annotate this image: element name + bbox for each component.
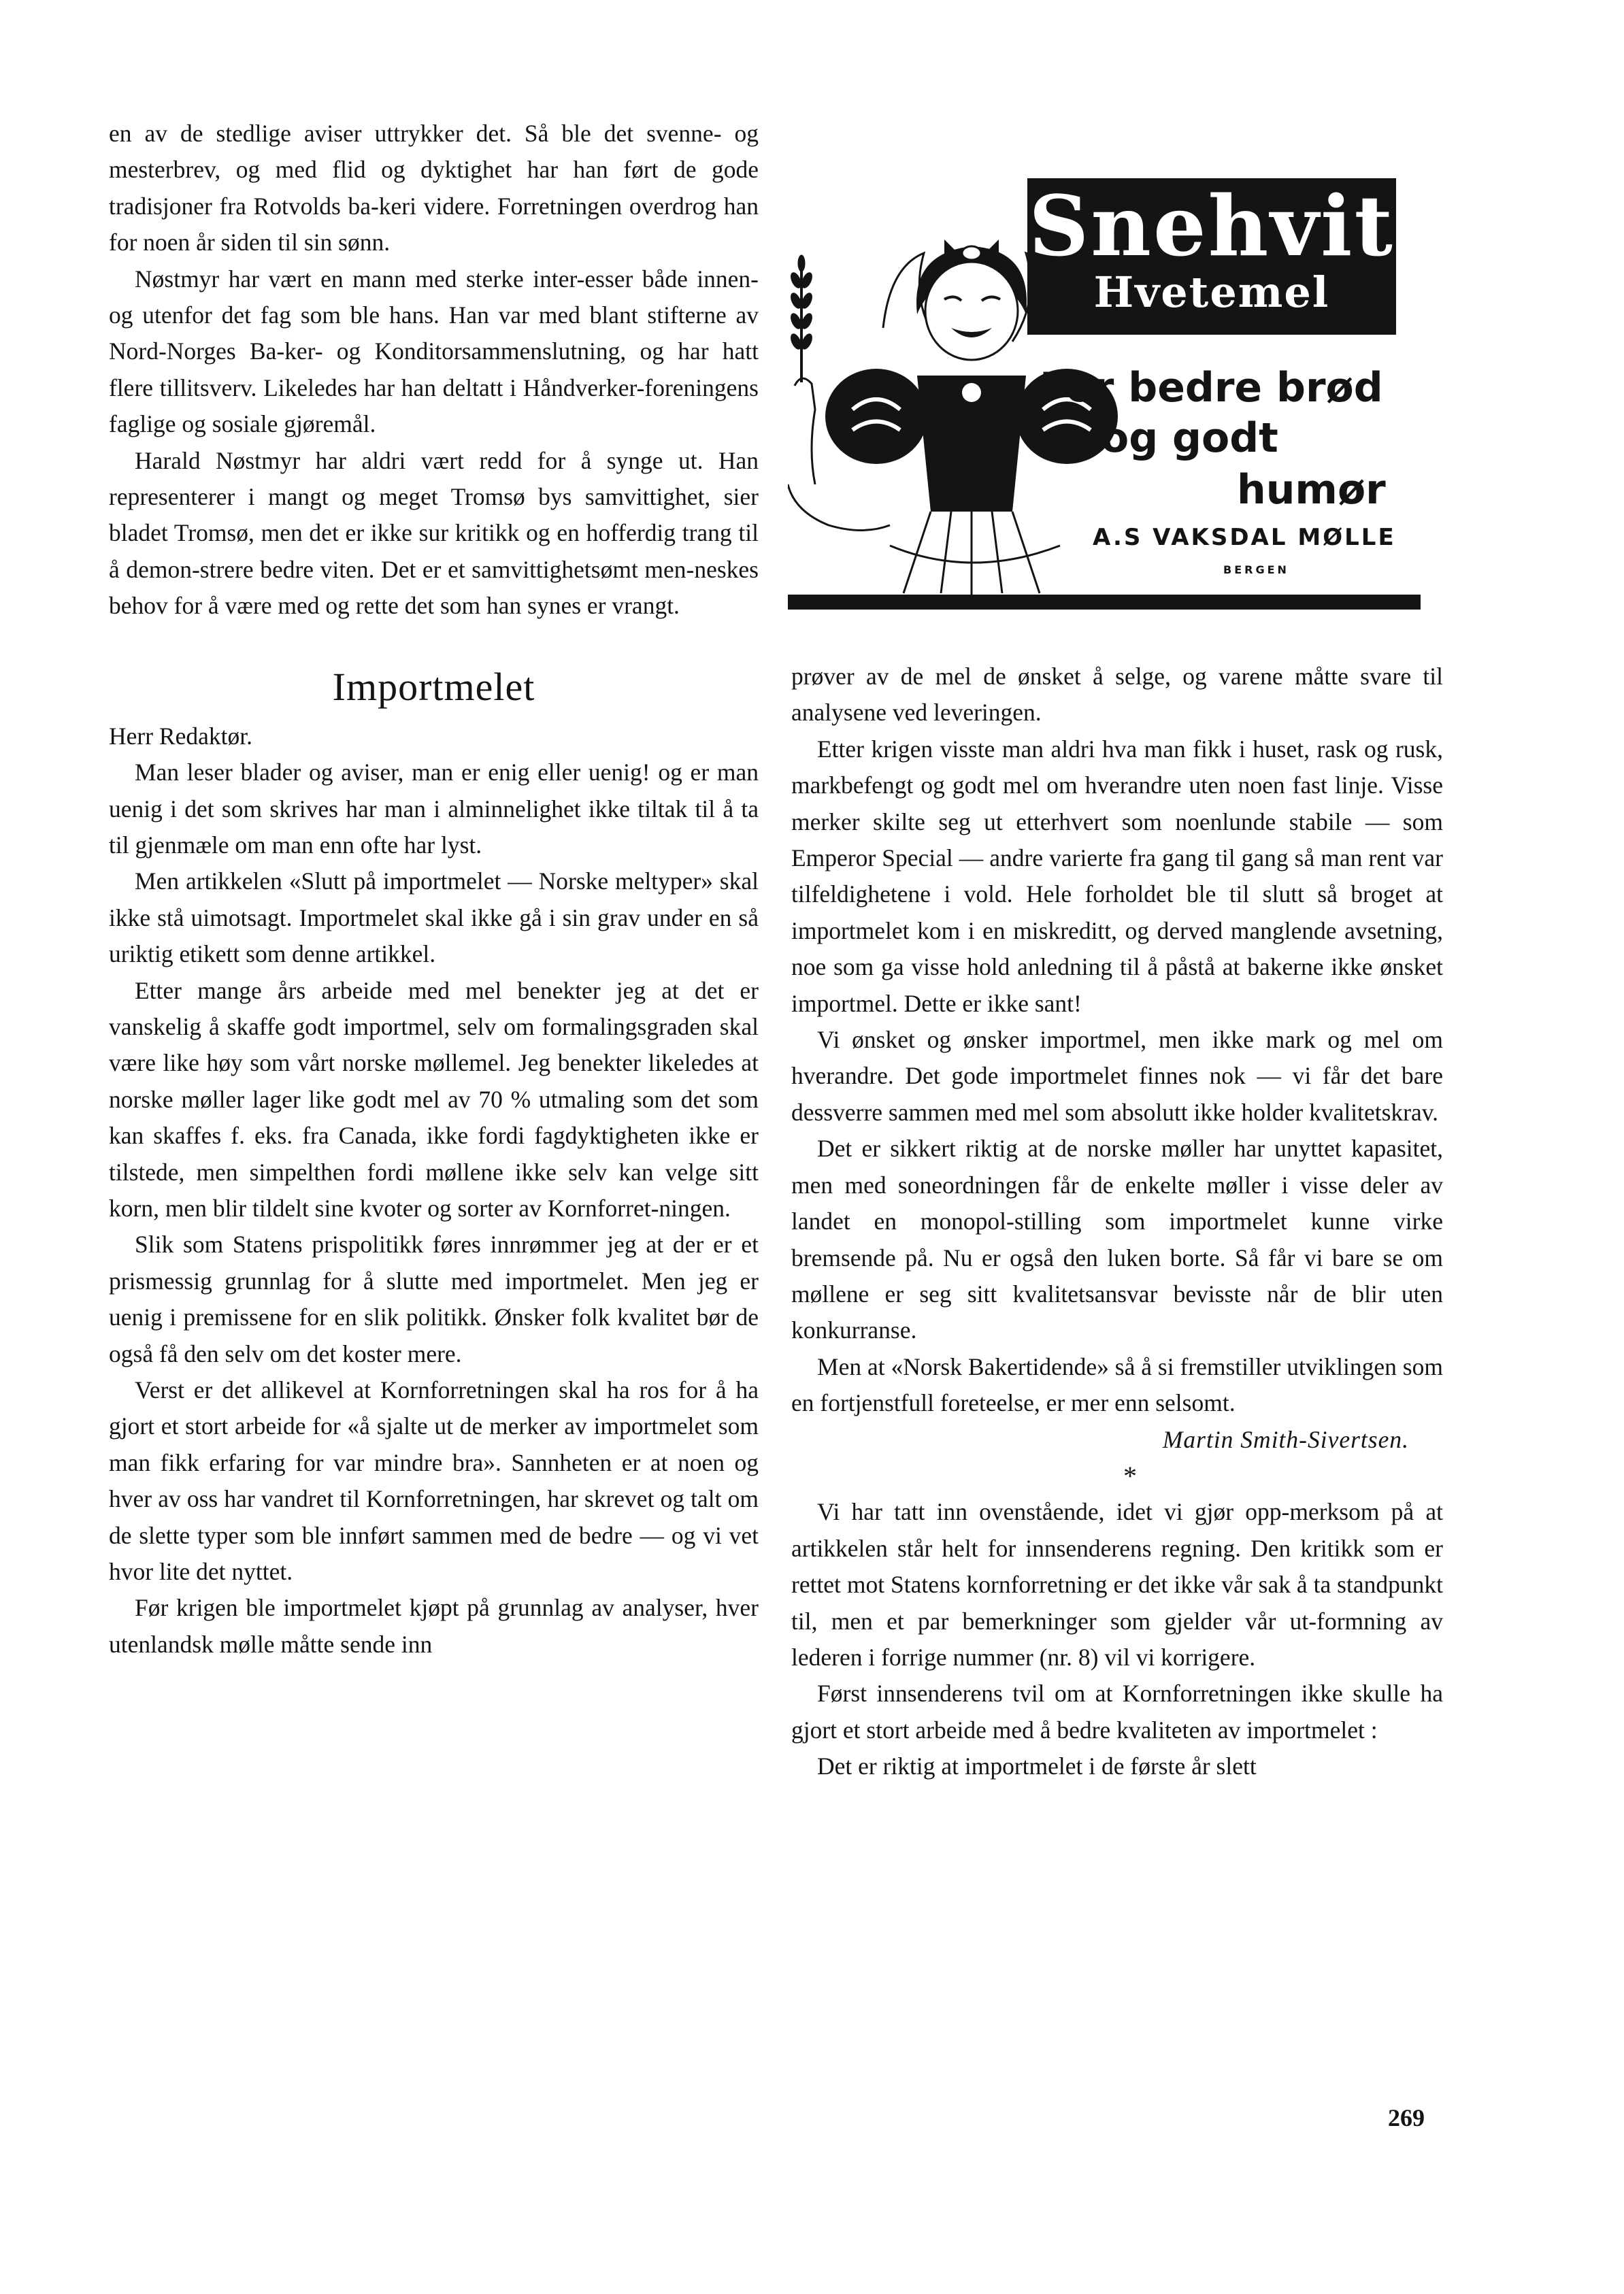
signature-line [791, 1422, 1443, 1458]
paragraph: Slik som Statens prispolitikk føres innrømmer jeg at der er et prismessig grunnlag for å slutte med importmelet. Men jeg er uenig i premissene for en slik politikk. Ønsker folk kvalitet bør de også få den selv om det koster mere. [109, 1231, 759, 1367]
paragraph: Man leser blader og aviser, man er enig eller uenig! og er man uenig i det som skrives har man i alminnelighet ikke tiltak til å ta til gjenmæle om man enn ofte har lyst. [109, 759, 759, 859]
paragraph: Etter krigen visste man aldri hva man fikk i huset, rask og rusk, markbefengt og godt mel om hverandre uten noen fast linje. Visse merker skilte seg ut etterhvert som noenlunde stabile — som Emperor Special — andre varierte fra gang til gang så man rent var tilfeldighetene i vold. Hele forholdet ble til slutt så broget at importmelet kom i en miskreditt, og derved manglende avsetning, noe som ga visse hold anledning til å påstå at bakerne ikke ønsket importmel. Dette er ikke sant! [791, 735, 1443, 1017]
paragraph: Men at «Norsk Bakertidende» så å si fremstiller utviklingen som en fortjenstfull foreteelse, er mer enn selsomt. [791, 1352, 1443, 1417]
ad-rule [788, 595, 1421, 610]
right-column [791, 659, 1443, 1785]
separator: * [1123, 1460, 1137, 1491]
paragraph: Men artikkelen «Slutt på importmelet — Norske meltyper» skal ikke stå uimotsagt. Importmelet skal ikke gå i sin grav under en så uriktig etikett som denne artikkel. [109, 867, 759, 968]
page-number: 269 [1388, 2104, 1425, 2131]
paragraph: Vi ønsket og ønsker importmel, men ikke mark og mel om hverandre. Det gode importmelet finnes nok — vi får det bare dessverre sammen med mel som absolutt ikke holder kvalitetskrav. [791, 1026, 1443, 1126]
paragraph: Nøstmyr har vært en mann med sterke inter-esser både innen- og utenfor det fag som ble hans. Han var med blant stifterne av Nord-Norges Ba-ker- og Konditorsammenslutning, og har hatt flere tillitsverv. Likeledes har han deltatt i Håndverker-foreningens faglige og sosiale gjøremål. [109, 265, 759, 438]
brand-name: Snehvit [1029, 177, 1395, 275]
company-city: BERGEN [1223, 563, 1289, 576]
slogan-line: og godt [1101, 414, 1278, 462]
article-heading: Importmelet [332, 664, 535, 709]
paragraph: Verst er det allikevel at Kornforretningen skal ha ros for å ha gjort et stort arbeide for «å sjalte ut de merker av importmelet som man fikk erfaring for var mindre bra». Sannheten er at noen og hver av oss har vandret til Kornforretningen, har skrevet og talt om de slette typer som ble innført sammen med de bedre — og vi vet hvor lite det nyttet. [109, 1376, 759, 1586]
paragraph: Før krigen ble importmelet kjøpt på grunnlag av analyser, hver utenlandsk mølle måtte sende inn [109, 1594, 759, 1658]
advertisement [788, 178, 1421, 620]
product-name: Hvetemel [1093, 267, 1330, 317]
signature: Martin Smith-Sivertsen. [1162, 1425, 1409, 1453]
paragraph: Etter mange års arbeide med mel benekter jeg at det er vanskelig å skaffe godt importmel, selv om formalingsgraden skal være like høy som vårt norske møllemel. Jeg benekter likeledes at norske møller lager like godt mel av 70 % utmaling som det som kan skaffes f. eks. fra Canada, ikke fordi fagdyktigheten ikke er tilstede, men simpelthen fordi møllene ikke selv kan velge sitt korn, men blir tildelt sine kvoter og sorter av Kornforret-ningen. [109, 976, 759, 1222]
left-column [109, 116, 759, 1663]
slogan-line: For bedre brød [1040, 364, 1383, 412]
salutation: Herr Redaktør. [109, 722, 252, 750]
wheat-icon [789, 255, 814, 382]
slogan-line: humør [1237, 466, 1386, 514]
company-name: A.S VAKSDAL MØLLE [1093, 524, 1396, 551]
paragraph: Det er riktig at importmelet i de første år slett [817, 1752, 1257, 1780]
paragraph: Harald Nøstmyr har aldri vært redd for å synge ut. Han representerer i mangt og meget Tromsø bys samvittighet, sier bladet Tromsø, men det er ikke sur kritikk og en hofferdig trang til å demon-strere bedre viten. Det er et samvittighetsømt men-neskes behov for å være med og rette det som han synes er vrangt. [109, 446, 759, 620]
paragraph: prøver av de mel de ønsket å selge, og varene måtte svare til analysene ved leveringen. [791, 663, 1443, 727]
paragraph: en av de stedlige aviser uttrykker det. Så ble det svenne- og mesterbrev, og med flid og dyktighet har han ført de gode tradisjoner fra Rotvolds ba-keri videre. Forretningen overdrog han for noen år siden til sin sønn. [109, 120, 759, 256]
paragraph: Det er sikkert riktig at de norske møller har unyttet kapasitet, men med soneordningen får de enkelte møller i visse deler av landet en monopol-stilling som importmelet kunne virke bremsende på. Nu er også den luken borte. Så får vi bare se om møllene er seg sitt kvalitetsansvar bevisste når de blir uten konkurranse. [791, 1135, 1443, 1344]
paragraph: Vi har tatt inn ovenstående, idet vi gjør opp-merksom på at artikkelen står helt for innsenderens regning. Den kritikk som er rettet mot Statens kornforretning er det ikke vår sak å ta standpunkt til, men et par bemerkninger som gjelder vår ut-formning av lederen i forrige nummer (nr. 8) vil vi korrigere. [791, 1498, 1443, 1671]
brand-banner [1027, 178, 1396, 335]
paragraph: Først innsenderens tvil om at Kornforretningen ikke skulle ha gjort et stort arbeide med å bedre kvaliteten av importmelet : [791, 1680, 1443, 1744]
